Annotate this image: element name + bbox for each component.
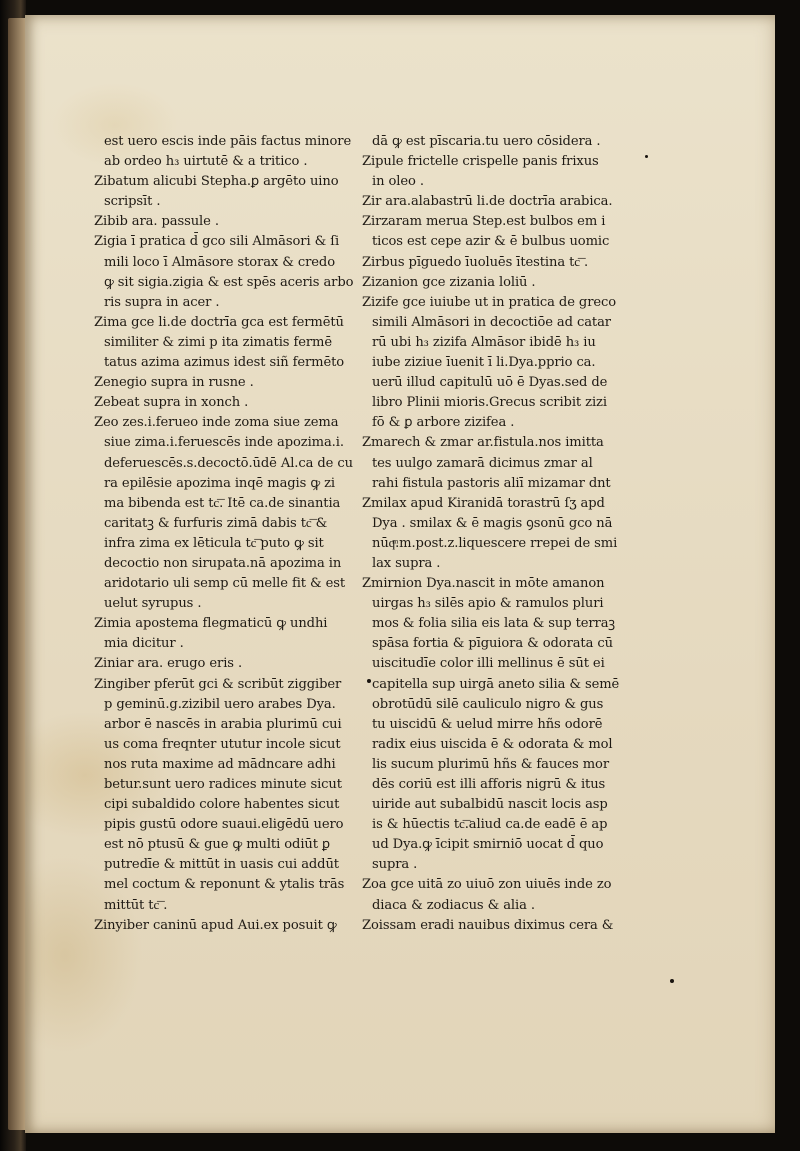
text-line: obrotūdū silē cauliculo nigro & gus [372, 696, 604, 712]
text-line: mittūt tc͞ . [104, 897, 168, 913]
text-line: similiter & zimi p ita zimatis fermē [104, 334, 333, 350]
text-line: Zirzaram merua Step.est bulbos em i [362, 214, 606, 230]
text-line: capitella sup uirgā aneto silia & semē [372, 676, 620, 692]
text-line: Zibatum alicubi Stepha.ꝑ argēto uino [94, 174, 339, 190]
text-line: lax supra . [372, 555, 441, 571]
text-line: is & hūectis tc͞.aliud ca.de eadē ē ap [372, 817, 608, 833]
text-line: Zmirnion Dya.nascit in mōte amanon [362, 576, 605, 592]
text-line: ra epilēsie apozima inqē magis ꝙ zi [104, 475, 336, 491]
text-line: tu uiscidū & uelud mirre hñs odorē [372, 716, 603, 732]
text-line: libro Plinii mioris.Grecus scribit zizi [372, 395, 607, 411]
text-line: putredīe & mittūt in uasis cui addūt [104, 857, 339, 873]
text-line: tes uulgo zamarā dicimus zmar al [372, 455, 593, 471]
text-line: est nō ptusū & gue ꝙ multi odiūt ꝑ [104, 837, 330, 853]
text-line: Zima gce li.de doctrīa gca est fermētū [94, 314, 344, 330]
text-line: radix eius uiscida ē & odorata & mol [372, 736, 613, 752]
text-line: nos ruta maxime ad mādncare adhi [104, 756, 336, 772]
text-line: cipi subaldido colore habentes sicut [104, 797, 340, 813]
text-line: simili Almāsori in decoctiōe ad catar [372, 314, 611, 330]
text-line: Zoissam eradi nauibus diximus cera & [362, 917, 614, 933]
text-line: uelut syrupus . [104, 596, 202, 612]
text-line: tatus azima azimus idest siñ fermēto [104, 355, 345, 371]
text-line: mos & folia silia eis lata & sup terraꝫ [372, 616, 616, 632]
text-line: mili loco ī Almāsore storax & credo [104, 254, 335, 270]
right-text-column [362, 132, 652, 936]
text-line: pipis gustū odore suaui.eligēdū uero [104, 817, 344, 833]
text-line: Zirbus pīguedo īuoluēs ītestina tc͞ . [362, 254, 589, 270]
text-line: Zigia ī pratica d̄ gco sili Almāsori & ſi [94, 234, 340, 250]
text-line: ticos est cepe azir & ē bulbus uomic [372, 234, 610, 250]
text-line: ma bibenda est tc͞. Itē ca.de sinantia [104, 495, 341, 511]
text-line: rū ubi h₃ zizifa Almāsor ibidē h₃ iu [372, 334, 596, 350]
text-line: uerū illud capitulū uō ē Dyas.sed de [372, 375, 608, 391]
text-line: p geminū.g.zizibil uero arabes Dya. [104, 696, 336, 712]
text-line: decoctio non sirupata.nā apozima in [104, 555, 342, 571]
text-line: ꝙ sit sigia.zigia & est spēs aceris arbo [104, 274, 354, 290]
text-line: deferuescēs.s.decoctō.ūdē Al.ca de cu [104, 455, 353, 471]
text-line: mia dicitur . [104, 636, 184, 652]
text-line: scripsīt . [104, 194, 161, 210]
manuscript-page [25, 15, 775, 1133]
text-line: iube ziziue īuenit ī li.Dya.pprio ca. [372, 355, 596, 371]
text-line: Zinyiber caninū apud Aui.ex posuit ꝙ [94, 917, 337, 933]
text-line: Zir ara.alabastrū li.de doctrīa arabica. [362, 194, 613, 210]
text-line: ris supra in acer . [104, 294, 220, 310]
text-line: rahi fistula pastoris aliī mizamar dnt [372, 475, 611, 491]
text-line: Zeo zes.i.ferueo inde zoma siue zema [94, 415, 339, 431]
text-line: in oleo . [372, 174, 424, 190]
left-text-column [94, 132, 362, 936]
text-line: dā ꝙ est pīscaria.tu uero cōsidera . [372, 134, 601, 149]
ink-speck [670, 979, 674, 983]
text-line: Zenegio supra in rusne . [94, 375, 254, 391]
text-line: Zingiber pferūt gci & scribūt ziggiber [94, 676, 342, 692]
text-line: betur.sunt uero radices minute sicut [104, 777, 342, 792]
text-line: uiscitudīe color illi mellinus ē sūt ei [372, 656, 605, 672]
text-line: uiride aut subalbidū nascit locis asp [372, 797, 608, 813]
text-line: Zibib ara. passule . [94, 214, 219, 230]
text-line: Zimia apostema flegmaticū ꝙ undhi [94, 616, 328, 632]
text-line: Zizife gce iuiube ut in pratica de greco [362, 294, 617, 310]
text-line: Zebeat supra in xonch . [94, 395, 249, 411]
text-line: dēs coriū est illi afforis nigrū & itus [372, 777, 606, 792]
text-line: uirgas h₃ silēs apio & ramulos pluri [372, 596, 604, 612]
text-line: nūqͫ.m.post.z.liquescere rrepei de smi [372, 535, 618, 551]
text-line: est uero escis inde pāis factus minore [104, 134, 352, 149]
text-line: Zipule frictelle crispelle panis frixus [362, 154, 599, 170]
text-line: infra zima ex lēticula tc͞ puto ꝙ sit [104, 535, 324, 551]
text-line: aridotario uli semp cū melle fit & est [104, 576, 346, 592]
text-line: Zoa gce uitā zo uiuō zon uiuēs inde zo [362, 877, 612, 893]
ink-speck [367, 679, 371, 683]
text-line: Zizanion gce zizania loliū . [362, 274, 536, 290]
text-line: siue zima.i.feruescēs inde apozima.i. [104, 435, 344, 451]
text-line: Zmarech & zmar ar.fistula.nos imitta [362, 435, 604, 451]
text-line: Ziniar ara. erugo eris . [94, 656, 243, 672]
text-line: spāsa fortia & pīguiora & odorata cū [372, 636, 613, 652]
text-line: arbor ē nascēs in arabia plurimū cui [104, 716, 342, 732]
text-line: ud Dya.ꝙ īcipit smirniō uocat d̄ quo [372, 837, 604, 853]
text-line: supra . [372, 857, 418, 873]
text-line: caritatꝫ & furfuris zimā dabis tc͞ & [104, 515, 328, 531]
text-line: ab ordeo h₃ uirtutē & a tritico . [104, 154, 308, 170]
text-line: us coma freqnter ututur incole sicut [104, 736, 341, 752]
text-line: Zmilax apud Kiranidā torastrū ſʒ apd [362, 495, 605, 511]
text-line: fō & ꝑ arbore zizifea . [372, 415, 515, 431]
text-line: mel coctum & reponunt & ytalis trās [104, 877, 345, 893]
text-line: diaca & zodiacus & alia . [372, 897, 535, 913]
text-line: Dya . smilax & ē magis ꝯsonū gco nā [372, 515, 613, 531]
text-line: lis sucum plurimū hñs & fauces mor [372, 756, 609, 772]
ink-speck [645, 155, 648, 158]
